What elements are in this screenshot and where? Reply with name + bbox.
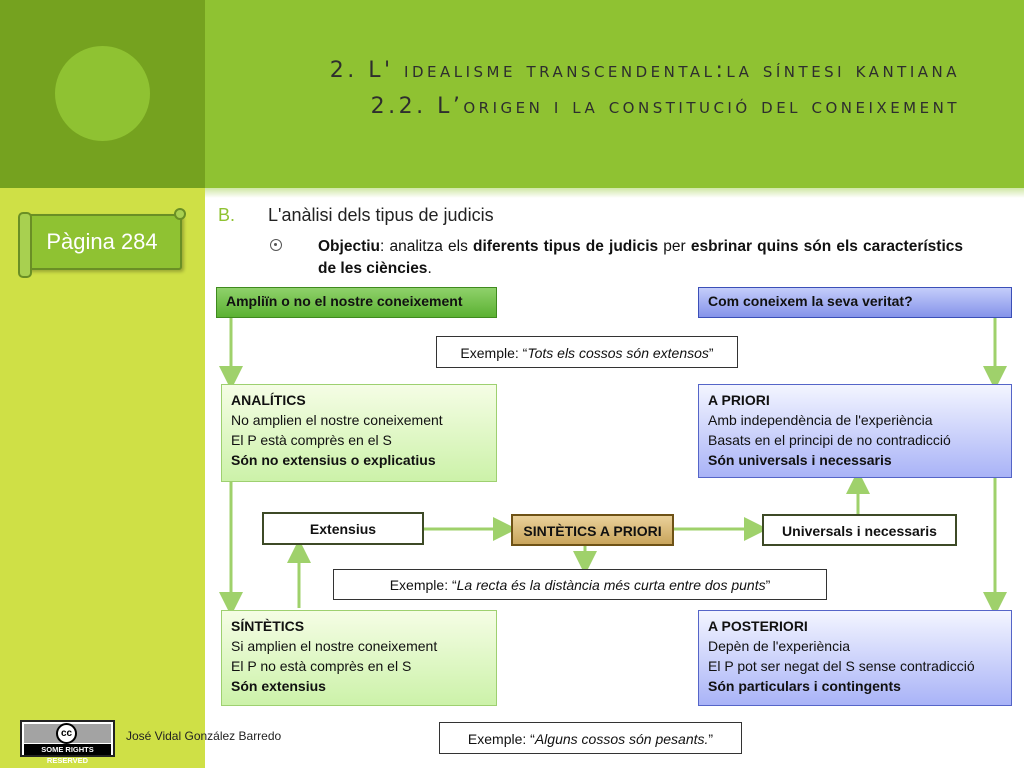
analitics-box (221, 384, 497, 482)
example-2-text: La recta és la distància més curta entre dos punts (456, 577, 766, 593)
page-label: Pàgina 284 (46, 229, 158, 254)
aposteriori-box (698, 610, 1012, 706)
apriori-line2: Basats en el principi de no contradicció (708, 432, 951, 448)
right-criterion-header (698, 287, 1012, 318)
aposteriori-title: A POSTERIORI (708, 618, 808, 634)
left-criterion-label: Ampliïn o no el nostre coneixement (226, 293, 463, 309)
example-1-suffix: ” (708, 345, 714, 361)
right-criterion-label: Com coneixem la seva veritat? (708, 293, 913, 309)
example-2-suffix: ” (765, 577, 771, 593)
example-1-box (436, 336, 738, 368)
aposteriori-line2: El P pot ser negat del S sense contradicció (708, 658, 975, 674)
objective-text-1: : analitza els (380, 238, 474, 255)
analitics-line2: El P està comprès en el S (231, 432, 392, 448)
example-3-prefix: Exemple: “ (467, 731, 535, 747)
sintetics-apriori-label: SINTÈTICS A PRIORI (523, 523, 662, 539)
cc-license-text: SOME RIGHTS RESERVED (24, 744, 111, 755)
objective-text-3: . (427, 260, 432, 277)
example-3-text: Alguns cossos són pesants. (534, 731, 709, 747)
sintetics-title: SÍNTÈTICS (231, 618, 305, 634)
apriori-line1: Amb independència de l'experiència (708, 412, 933, 428)
objective-text-2: per (658, 238, 691, 255)
aposteriori-line1: Depèn de l'experiència (708, 638, 850, 654)
objective-bold-1: diferents tipus de judicis (473, 238, 659, 255)
example-1-text: Tots els cossos són extensos (527, 345, 709, 361)
extensius-label: Extensius (309, 521, 377, 537)
universals-label: Universals i necessaris (782, 523, 937, 539)
left-criterion-header (216, 287, 497, 318)
example-1-prefix: Exemple: “ (460, 345, 528, 361)
sintetics-line3: Són extensius (231, 678, 326, 694)
slide-title-line1: 2. L' idealisme transcendental:la síntesi kantiana (329, 58, 960, 83)
creative-commons-logo[interactable] (20, 720, 115, 765)
example-2-prefix: Exemple: “ (389, 577, 457, 593)
extensius-box (262, 512, 424, 545)
objective-label: Objectiu (318, 238, 381, 255)
analitics-title: ANALÍTICS (231, 392, 306, 408)
cc-icon: cc (56, 723, 77, 744)
cc-logo-band (24, 724, 111, 743)
section-marker: B. (218, 205, 236, 225)
sintetics-apriori-box (511, 514, 674, 546)
analitics-line3: Són no extensius o explicatius (231, 452, 436, 468)
apriori-box (698, 384, 1012, 478)
sintetics-line1: Si amplien el nostre coneixement (231, 638, 438, 654)
apriori-title: A PRIORI (708, 392, 770, 408)
author-name: José Vidal González Barredo (126, 729, 282, 743)
example-3-box (439, 722, 742, 754)
analitics-line1: No amplien el nostre coneixement (231, 412, 443, 428)
sintetics-line2: El P no està comprès en el S (231, 658, 412, 674)
example-2-box (333, 569, 827, 600)
objective-bold-2: esbrinar quins són els característics de les ciències (318, 238, 964, 277)
section-title: L'anàlisi dels tipus de judicis (268, 205, 494, 225)
example-3-suffix: ” (708, 731, 714, 747)
sintetics-box (221, 610, 497, 706)
apriori-line3: Són universals i necessaris (708, 452, 892, 468)
aposteriori-line3: Són particulars i contingents (708, 678, 901, 694)
slide-title-line2: 2.2. L’origen i la constitució del coneixement (370, 94, 960, 119)
universals-box (762, 514, 957, 546)
